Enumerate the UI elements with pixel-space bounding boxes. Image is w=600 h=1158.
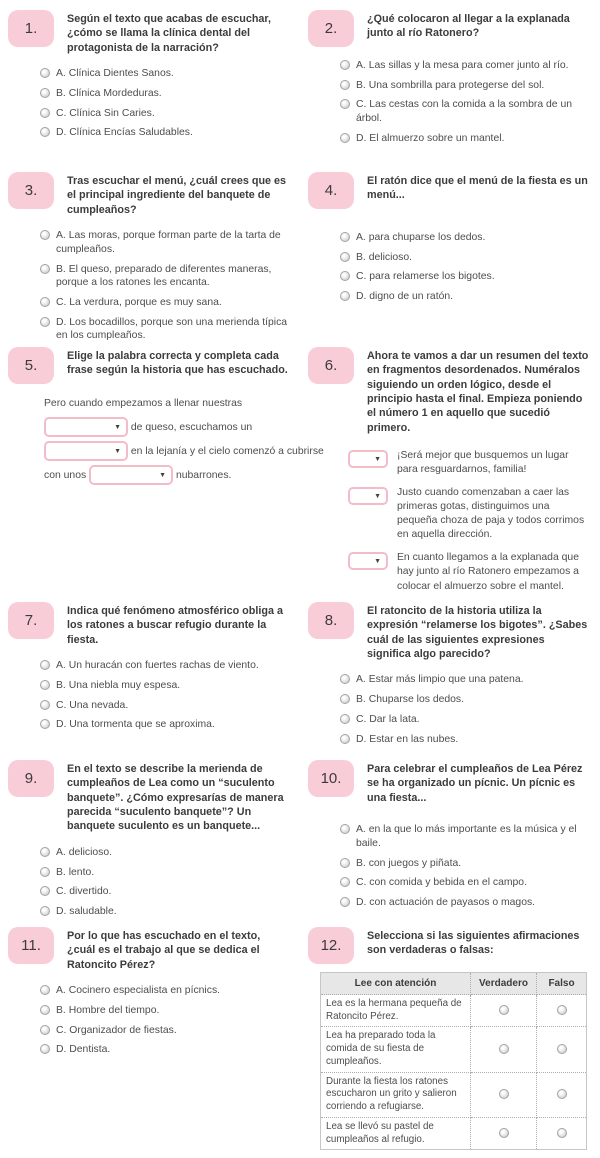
- q11-option-a[interactable]: [40, 984, 290, 998]
- word-choice-dropdown-3[interactable]: [89, 465, 173, 485]
- option-text: A. para chuparse los dedos.: [356, 232, 486, 243]
- option-text: C. Dar la lata.: [356, 713, 420, 725]
- radio-icon[interactable]: [340, 674, 350, 684]
- question-12-badge: 12.: [308, 927, 354, 964]
- q11-option-c[interactable]: [40, 1024, 290, 1038]
- question-1-badge: 1.: [8, 10, 54, 47]
- chevron-down-icon: ▼: [159, 471, 167, 479]
- fragment-list: [308, 443, 590, 593]
- radio-icon[interactable]: [557, 1089, 567, 1099]
- fill-segment: nubarrones.: [175, 470, 232, 481]
- option-text: B. Hombre del tiempo.: [56, 1004, 160, 1016]
- q9-option-a[interactable]: [40, 846, 290, 860]
- option-text: A. Un huracán con fuertes rachas de viento.: [56, 660, 259, 672]
- fragment-text: Justo cuando comenzaban a caer las primeras gotas, distinguimos una pequeña choza de paja y todos corrimos en aquella dirección.: [397, 487, 585, 541]
- question-3-badge: 3.: [8, 172, 54, 209]
- option-text: D. El almuerzo sobre un mantel.: [356, 132, 505, 144]
- table-row: [321, 995, 587, 1027]
- q10-option-a[interactable]: [340, 823, 590, 850]
- fill-segment: Pero cuando empezamos a llenar nuestras: [44, 398, 243, 409]
- q11-option-d[interactable]: [40, 1043, 290, 1057]
- question-6-badge: 6.: [308, 347, 354, 384]
- radio-icon[interactable]: [340, 99, 350, 109]
- radio-icon[interactable]: [40, 867, 50, 877]
- option-text: A. delicioso.: [56, 846, 113, 858]
- verdadero-cell[interactable]: [471, 1117, 537, 1149]
- fragment-3: [348, 551, 590, 593]
- q4-option-a[interactable]: [340, 231, 590, 245]
- falso-cell[interactable]: [537, 995, 587, 1027]
- question-5-text: Elige la palabra correcta y completa cada frase según la historia que has escuchado.: [67, 350, 288, 377]
- verdadero-cell[interactable]: [471, 995, 537, 1027]
- q1-option-d[interactable]: [40, 126, 290, 140]
- q3-option-c[interactable]: [40, 296, 290, 310]
- table-header-falso: Falso: [537, 973, 587, 995]
- chevron-down-icon: ▼: [114, 423, 121, 431]
- q3-option-d[interactable]: [40, 316, 290, 343]
- falso-cell[interactable]: [537, 1117, 587, 1149]
- falso-cell[interactable]: [537, 1027, 587, 1072]
- question-11-text: Por lo que has escuchado en el texto, ¿cuál es el trabajo al que se dedica el Ratoncito Pérez?: [67, 930, 261, 971]
- fill-in-sentence: [44, 392, 326, 488]
- question-9-text: En el texto se describe la merienda de cumpleaños de Lea como un “suculento banquete”. ¿Cómo expresarías de manera parecida “suculento banquete”? Un banquete suculento es un banquete...: [67, 763, 284, 833]
- q2-option-d[interactable]: [340, 132, 590, 146]
- radio-icon[interactable]: [340, 824, 350, 834]
- question-12-text: Selecciona si las siguientes afirmaciones son verdaderas o falsas:: [367, 930, 580, 957]
- option-text: C. divertido.: [56, 886, 112, 898]
- question-6-text: Ahora te vamos a dar un resumen del texto en fragmentos desordenados. Numéralos siguiendo un orden lógico, desde el principio hasta el final. Empieza poniendo el número 1 en aquello que sucedió primero.: [367, 350, 589, 434]
- q4-option-c[interactable]: [340, 270, 590, 284]
- table-header-statement: Lee con atención: [321, 973, 471, 995]
- option-text: D. saludable.: [56, 906, 117, 917]
- option-text: B. lento.: [56, 866, 95, 878]
- question-8-badge: 8.: [308, 602, 354, 639]
- option-text: D. Una tormenta que se aproxima.: [56, 719, 215, 731]
- radio-icon[interactable]: [40, 317, 50, 327]
- table-row: [321, 1027, 587, 1072]
- option-text: B. delicioso.: [356, 251, 413, 263]
- q2-option-b[interactable]: [340, 79, 590, 93]
- option-text: C. Una nevada.: [56, 699, 129, 711]
- radio-icon[interactable]: [40, 88, 50, 98]
- option-text: D. Dentista.: [56, 1044, 111, 1056]
- option-text: A. Las sillas y la mesa para comer junto al río.: [356, 60, 569, 71]
- statement-text: Lea se llevó su pastel de cumpleaños al refugio.: [321, 1117, 471, 1149]
- question-8-text: El ratoncito de la historia utiliza la expresión “relamerse los bigotes”. ¿Sabes cuál de las siguientes expresiones significa algo parecido?: [367, 605, 588, 661]
- fragment-text: ¡Será mejor que busquemos un lugar para resguardarnos, familia!: [397, 450, 569, 476]
- radio-icon[interactable]: [499, 1089, 509, 1099]
- question-8: [300, 600, 600, 758]
- q9-option-b[interactable]: [40, 866, 290, 880]
- fragment-text: En cuanto llegamos a la explanada que hay junto al río Ratonero empezamos a colocar el almuerzo sobre el mantel.: [397, 552, 579, 592]
- radio-icon[interactable]: [340, 291, 350, 301]
- option-text: C. con comida y bebida en el campo.: [356, 877, 527, 889]
- true-false-table: [320, 972, 587, 1150]
- option-text: A. Cocinero especialista en pícnics.: [56, 985, 221, 997]
- q1-option-b[interactable]: [40, 87, 290, 101]
- radio-icon[interactable]: [40, 847, 50, 857]
- radio-icon[interactable]: [40, 906, 50, 916]
- statement-text: Lea es la hermana pequeña de Ratoncito Pérez.: [321, 995, 471, 1027]
- question-12: [300, 925, 600, 1150]
- order-dropdown-2[interactable]: [348, 487, 388, 505]
- radio-icon[interactable]: [40, 297, 50, 307]
- falso-cell[interactable]: [537, 1072, 587, 1117]
- q8-option-d[interactable]: [340, 733, 590, 747]
- question-5: [0, 345, 324, 600]
- question-3-text: Tras escuchar el menú, ¿cuál crees que es el principal ingrediente del banquete de cumpleaños?: [67, 175, 287, 216]
- radio-icon[interactable]: [340, 858, 350, 868]
- option-text: C. para relamerse los bigotes.: [356, 271, 495, 283]
- table-row: [321, 1117, 587, 1149]
- radio-icon[interactable]: [340, 133, 350, 143]
- statement-text: Durante la fiesta los ratones escucharon un grito y salieron corriendo a refugiarse.: [321, 1072, 471, 1117]
- option-text: C. Organizador de fiestas.: [56, 1024, 177, 1036]
- radio-icon[interactable]: [40, 127, 50, 137]
- radio-icon[interactable]: [340, 271, 350, 281]
- question-7-badge: 7.: [8, 602, 54, 639]
- q2-option-c[interactable]: [340, 98, 590, 125]
- table-row: [321, 1072, 587, 1117]
- chevron-down-icon: ▼: [114, 447, 121, 455]
- radio-icon[interactable]: [340, 734, 350, 744]
- radio-icon[interactable]: [40, 985, 50, 995]
- table-header-row: [321, 973, 587, 995]
- radio-icon[interactable]: [40, 108, 50, 118]
- fill-segment: de queso, escuchamos un: [130, 422, 253, 433]
- option-text: D. Estar en las nubes.: [356, 733, 459, 745]
- radio-icon[interactable]: [40, 68, 50, 78]
- q7-option-c[interactable]: [40, 699, 290, 713]
- fill-segment: en la lejanía y el cielo comenzó a cubrirse con unos: [44, 446, 324, 481]
- q10-option-d[interactable]: [340, 896, 590, 910]
- question-11: [0, 925, 300, 1150]
- word-choice-dropdown-1[interactable]: [44, 417, 128, 437]
- question-7-text: Indica qué fenómeno atmosférico obliga a los ratones a buscar refugio durante la fiesta.: [67, 605, 283, 646]
- radio-icon[interactable]: [40, 680, 50, 690]
- order-dropdown-3[interactable]: [348, 552, 388, 570]
- radio-icon[interactable]: [499, 1005, 509, 1015]
- question-4: [300, 170, 600, 345]
- question-10-text: Para celebrar el cumpleaños de Lea Pérez se ha organizado un pícnic. Un pícnic es una fiesta...: [367, 763, 583, 804]
- option-text: C. La verdura, porque es muy sana.: [56, 297, 222, 309]
- option-text: A. Las moras, porque forman parte de la tarta de cumpleaños.: [56, 230, 281, 255]
- q8-option-c[interactable]: [340, 713, 590, 727]
- q2-option-a[interactable]: [340, 59, 590, 73]
- option-text: B. Una niebla muy espesa.: [56, 679, 181, 691]
- option-text: A. Estar más limpio que una patena.: [356, 674, 524, 686]
- radio-icon[interactable]: [40, 230, 50, 240]
- radio-icon[interactable]: [499, 1044, 509, 1054]
- statement-text: Lea ha preparado toda la comida de su fiesta de cumpleaños.: [321, 1027, 471, 1072]
- option-text: D. digno de un ratón.: [356, 291, 454, 303]
- q8-option-b[interactable]: [340, 693, 590, 707]
- radio-icon[interactable]: [40, 700, 50, 710]
- radio-icon[interactable]: [340, 694, 350, 704]
- radio-icon[interactable]: [340, 60, 350, 70]
- option-text: B. Clínica Mordeduras.: [56, 87, 162, 99]
- q9-option-c[interactable]: [40, 885, 290, 899]
- question-10: [300, 758, 600, 925]
- radio-icon[interactable]: [40, 1025, 50, 1035]
- q7-option-a[interactable]: [40, 659, 290, 673]
- question-1-text: Según el texto que acabas de escuchar, ¿cómo se llama la clínica dental del protagonista de la narración?: [67, 13, 272, 54]
- radio-icon[interactable]: [40, 1044, 50, 1054]
- q4-option-b[interactable]: [340, 251, 590, 265]
- option-text: D. Los bocadillos, porque son una merienda típica en los cumpleaños.: [56, 316, 288, 342]
- radio-icon[interactable]: [499, 1128, 509, 1138]
- option-text: B. Una sombrilla para protegerse del sol.: [356, 79, 545, 91]
- option-text: A. Clínica Dientes Sanos.: [56, 68, 174, 80]
- q3-option-a[interactable]: [40, 229, 290, 256]
- option-text: B. Chuparse los dedos.: [356, 694, 465, 706]
- option-text: B. El queso, preparado de diferentes maneras, porque a los ratones les encanta.: [56, 263, 272, 289]
- chevron-down-icon: ▼: [374, 492, 381, 500]
- q10-option-c[interactable]: [340, 876, 590, 890]
- radio-icon[interactable]: [340, 80, 350, 90]
- radio-icon[interactable]: [557, 1128, 567, 1138]
- q1-option-a[interactable]: [40, 67, 290, 81]
- fragment-2: [348, 486, 590, 542]
- radio-icon[interactable]: [40, 719, 50, 729]
- chevron-down-icon: ▼: [374, 557, 381, 565]
- verdadero-cell[interactable]: [471, 1072, 537, 1117]
- question-6: [300, 345, 600, 600]
- order-dropdown-1[interactable]: [348, 450, 388, 468]
- question-7: [0, 600, 300, 758]
- q9-option-d[interactable]: [40, 905, 290, 919]
- question-2-badge: 2.: [308, 10, 354, 47]
- verdadero-cell[interactable]: [471, 1027, 537, 1072]
- radio-icon[interactable]: [340, 877, 350, 887]
- radio-icon[interactable]: [340, 252, 350, 262]
- radio-icon[interactable]: [557, 1005, 567, 1015]
- q11-option-b[interactable]: [40, 1004, 290, 1018]
- q10-option-b[interactable]: [340, 857, 590, 871]
- question-1: [0, 8, 300, 170]
- q7-option-d[interactable]: [40, 718, 290, 732]
- fragment-1: [348, 449, 590, 477]
- word-choice-dropdown-2[interactable]: [44, 441, 128, 461]
- question-5-badge: 5.: [8, 347, 54, 384]
- q3-option-b[interactable]: [40, 263, 290, 290]
- radio-icon[interactable]: [340, 897, 350, 907]
- radio-icon[interactable]: [40, 264, 50, 274]
- option-text: C. Las cestas con la comida a la sombra de un árbol.: [356, 99, 573, 125]
- question-4-badge: 4.: [308, 172, 354, 209]
- option-text: D. con actuación de payasos o magos.: [356, 897, 536, 909]
- table-header-verdadero: Verdadero: [471, 973, 537, 995]
- q1-option-c[interactable]: [40, 107, 290, 121]
- option-text: D. Clínica Encías Saludables.: [56, 127, 193, 139]
- option-text: B. con juegos y piñata.: [356, 857, 462, 869]
- radio-icon[interactable]: [40, 886, 50, 896]
- q4-option-d[interactable]: [340, 290, 590, 304]
- option-text: A. en la que lo más importante es la música y el baile.: [356, 824, 577, 849]
- question-4-text: El ratón dice que el menú de la fiesta es un menú...: [367, 175, 588, 202]
- question-2: [300, 8, 600, 170]
- question-9-badge: 9.: [8, 760, 54, 797]
- radio-icon[interactable]: [340, 714, 350, 724]
- option-text: C. Clínica Sin Caries.: [56, 107, 155, 119]
- q7-option-b[interactable]: [40, 679, 290, 693]
- radio-icon[interactable]: [340, 232, 350, 242]
- radio-icon[interactable]: [40, 1005, 50, 1015]
- question-9: [0, 758, 300, 925]
- question-10-badge: 10.: [308, 760, 354, 797]
- question-11-badge: 11.: [8, 927, 54, 964]
- question-2-text: ¿Qué colocaron al llegar a la explanada junto al río Ratonero?: [367, 13, 570, 40]
- chevron-down-icon: ▼: [374, 455, 381, 463]
- q8-option-a[interactable]: [340, 673, 590, 687]
- radio-icon[interactable]: [40, 660, 50, 670]
- radio-icon[interactable]: [557, 1044, 567, 1054]
- question-3: [0, 170, 300, 345]
